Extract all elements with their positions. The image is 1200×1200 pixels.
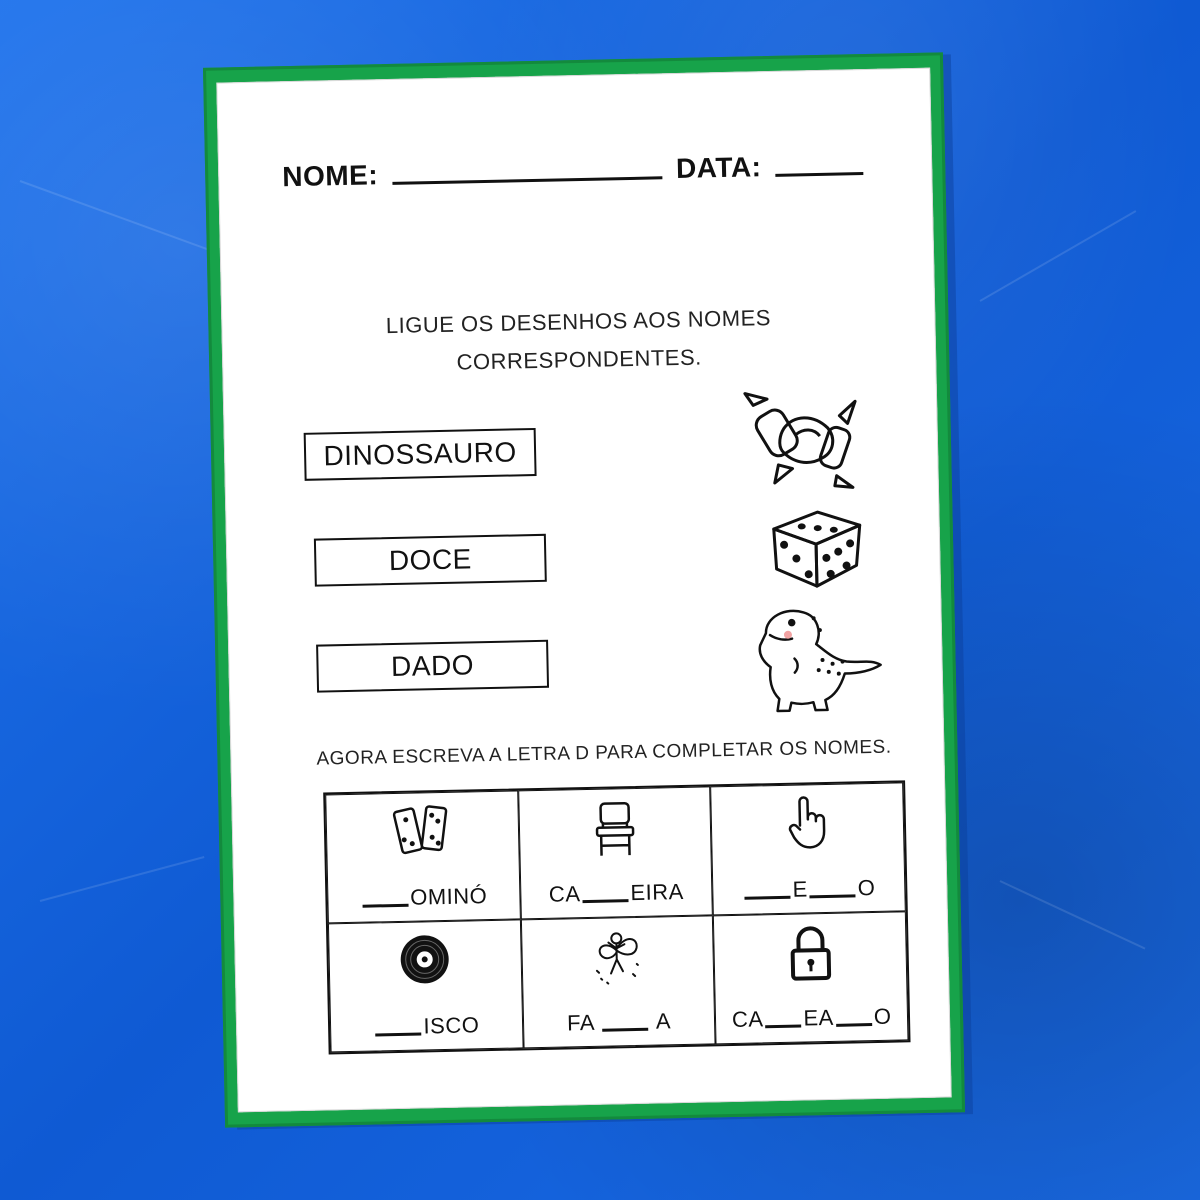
- date-line: [776, 168, 864, 177]
- paper-crease: [40, 856, 205, 902]
- cell-finger: [710, 782, 905, 915]
- header: [282, 149, 878, 193]
- word-box-dinossauro: DINOSSAURO: [304, 428, 537, 481]
- word-part: CA: [731, 1006, 764, 1032]
- disc-icon: [397, 932, 452, 992]
- word-part: A: [650, 1008, 672, 1034]
- paper-crease: [980, 210, 1137, 302]
- cell-chair: [518, 786, 713, 919]
- instruction-complete: AGORA ESCREVA A LETRA D PARA COMPLETAR OS NOMES.: [316, 736, 892, 770]
- name-line: [392, 172, 662, 185]
- candy-icon: [743, 389, 865, 496]
- blank[interactable]: [766, 1025, 802, 1029]
- word-part: FA: [566, 1009, 601, 1036]
- blank[interactable]: [836, 1023, 872, 1027]
- cell-fairy: [521, 915, 716, 1048]
- date-label: DATA:: [675, 151, 762, 184]
- word-box-dado: DADO: [316, 640, 549, 693]
- blank[interactable]: [745, 896, 791, 900]
- word-part: O: [873, 1003, 892, 1030]
- word-part: E: [792, 876, 809, 902]
- word-part: CA: [548, 881, 581, 907]
- blank[interactable]: [583, 899, 629, 903]
- domino-icon: [392, 803, 453, 865]
- blank[interactable]: [810, 894, 856, 898]
- cell-text-disc: [331, 1011, 522, 1041]
- word-part: EA: [803, 1004, 835, 1031]
- paper-crease: [1000, 880, 1146, 949]
- completion-grid: [323, 780, 910, 1054]
- cell-text-chair: [521, 878, 712, 908]
- instruction-line-1: LIGUE OS DESENHOS AOS NOMES: [385, 305, 772, 339]
- dice-icon: [765, 497, 867, 596]
- word-part: ISCO: [423, 1012, 480, 1039]
- cell-domino: [325, 790, 520, 923]
- cell-text-finger: [713, 874, 904, 904]
- word-box-doce: DOCE: [314, 534, 547, 587]
- word-part: EIRA: [630, 878, 685, 906]
- cell-disc: [328, 919, 523, 1052]
- finger-icon: [787, 795, 828, 857]
- cell-text-fairy: [523, 1007, 714, 1037]
- worksheet: [203, 52, 965, 1127]
- instruction-match: [221, 296, 936, 387]
- word-part: O: [857, 874, 876, 901]
- name-label: NOME:: [281, 159, 379, 193]
- cell-text-domino: [328, 882, 519, 912]
- fairy-icon: [592, 928, 643, 992]
- dinosaur-icon: [747, 601, 889, 719]
- paper-crease: [20, 180, 209, 250]
- cell-text-padlock: [716, 1003, 907, 1033]
- blank[interactable]: [603, 1028, 649, 1032]
- cell-padlock: [713, 911, 908, 1044]
- worksheet-page: [216, 68, 951, 1113]
- padlock-icon: [788, 924, 833, 988]
- blank[interactable]: [362, 904, 408, 908]
- instruction-line-2: CORRESPONDENTES.: [456, 344, 702, 375]
- chair-icon: [592, 799, 637, 863]
- blank[interactable]: [376, 1032, 422, 1036]
- word-part: OMINÓ: [409, 883, 488, 910]
